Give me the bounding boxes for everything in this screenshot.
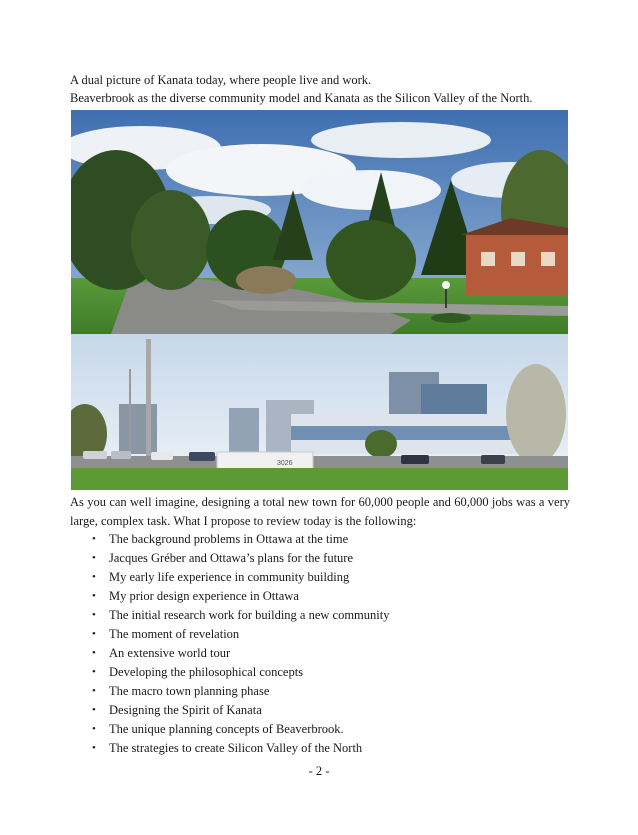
topic-text: The background problems in Ottawa at the time [109,532,349,546]
topic-text: The unique planning concepts of Beaverbrook. [109,722,344,736]
topic-text: The strategies to create Silicon Valley of the North [109,741,363,755]
topic-text: My early life experience in community building [109,570,350,584]
topic-text: An extensive world tour [109,646,231,660]
bullet-marker: • [92,590,96,602]
bullet-marker: • [92,647,96,659]
photo-caption [70,71,533,107]
topic-text: Developing the philosophical concepts [109,665,304,679]
topic-text: My prior design experience in Ottawa [109,589,299,603]
office-sign-number: 3026 [277,460,293,467]
caption-line-1: A dual picture of Kanata today, where people live and work. [70,73,372,87]
beaverbrook-photo [71,110,568,334]
bullet-marker: • [92,628,96,640]
bullet-marker: • [92,742,96,754]
topic-text: The moment of revelation [109,627,240,641]
bullet-marker: • [92,723,96,735]
topic-text: Jacques Gréber and Ottawa’s plans for the future [109,551,354,565]
bullet-marker: • [92,552,96,564]
caption-line-2: Beaverbrook as the diverse community model and Kanata as the Silicon Valley of the North. [70,91,533,105]
intro-paragraph: As you can well imagine, designing a total new town for 60,000 people and 60,000 jobs was a very large, complex task. What I propose to review today is the following: [70,495,570,528]
bullet-marker: • [92,704,96,716]
topic-text: Designing the Spirit of Kanata [109,703,262,717]
bullet-marker: • [92,666,96,678]
bullet-marker: • [92,609,96,621]
kanata-office-photo [71,334,568,490]
bullet-marker: • [92,685,96,697]
bullet-marker: • [92,533,96,545]
topic-text: The macro town planning phase [109,684,270,698]
bullet-marker: • [92,571,96,583]
topic-text: The initial research work for building a new community [109,608,390,622]
page-number: - 2 - [308,764,330,778]
